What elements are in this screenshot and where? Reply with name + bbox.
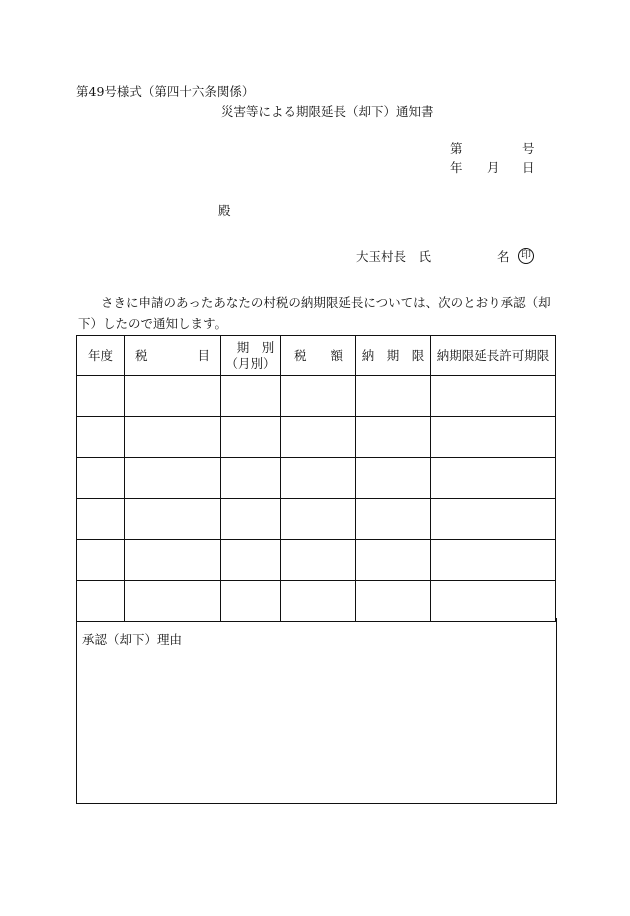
header-tax-item-a: 税 — [135, 347, 148, 363]
cell-deadline[interactable] — [356, 499, 431, 540]
document-number-prefix: 第 — [450, 141, 463, 156]
cell-amount[interactable] — [281, 417, 356, 458]
header-year: 年度 — [77, 336, 125, 376]
table-row — [77, 499, 556, 540]
cell-year[interactable] — [77, 417, 125, 458]
cell-extension-limit[interactable] — [431, 458, 556, 499]
table-header-row — [77, 336, 556, 376]
cell-extension-limit[interactable] — [431, 376, 556, 417]
cell-deadline[interactable] — [356, 581, 431, 622]
document-title: 災害等による期限延長（却下）通知書 — [221, 104, 434, 119]
cell-deadline[interactable] — [356, 417, 431, 458]
table-row — [77, 376, 556, 417]
cell-amount[interactable] — [281, 458, 356, 499]
cell-year[interactable] — [77, 540, 125, 581]
document-number-suffix: 号 — [522, 141, 535, 156]
cell-extension-limit[interactable] — [431, 581, 556, 622]
date-day: 日 — [522, 160, 535, 175]
cell-deadline[interactable] — [356, 458, 431, 499]
header-period-a: 期 別 — [236, 339, 275, 355]
header-period-b: （月別） — [225, 355, 276, 371]
header-amount — [281, 336, 356, 376]
header-extension-limit: 納期限延長許可期限 — [431, 336, 556, 376]
header-amount-a: 税 — [294, 347, 307, 363]
form-number-label: 第49号様式（第四十六条関係） — [76, 84, 255, 99]
table-row — [77, 540, 556, 581]
cell-period[interactable] — [221, 458, 281, 499]
cell-amount[interactable] — [281, 499, 356, 540]
table-row — [77, 581, 556, 622]
cell-deadline[interactable] — [356, 376, 431, 417]
header-tax-item-b: 目 — [197, 347, 210, 363]
cell-amount[interactable] — [281, 376, 356, 417]
cell-extension-limit[interactable] — [431, 417, 556, 458]
date-year: 年 — [450, 160, 463, 175]
header-amount-b: 額 — [330, 347, 343, 363]
table-row — [77, 417, 556, 458]
cell-deadline[interactable] — [356, 540, 431, 581]
cell-period[interactable] — [221, 581, 281, 622]
cell-amount[interactable] — [281, 540, 356, 581]
cell-tax-item[interactable] — [125, 581, 221, 622]
cell-year[interactable] — [77, 376, 125, 417]
header-tax-item — [125, 336, 221, 376]
date-month: 月 — [487, 160, 500, 175]
cell-year[interactable] — [77, 458, 125, 499]
cell-tax-item[interactable] — [125, 540, 221, 581]
cell-period[interactable] — [221, 417, 281, 458]
addressee-suffix: 殿 — [218, 203, 231, 218]
issuer-title: 大玉村長 氏 — [356, 249, 432, 264]
reason-box — [76, 618, 557, 804]
seal-icon: 印 — [518, 248, 534, 264]
cell-period[interactable] — [221, 376, 281, 417]
header-period — [221, 336, 281, 376]
cell-year[interactable] — [77, 499, 125, 540]
table-row — [77, 458, 556, 499]
cell-tax-item[interactable] — [125, 458, 221, 499]
table-body — [77, 376, 556, 622]
cell-tax-item[interactable] — [125, 499, 221, 540]
cell-tax-item[interactable] — [125, 376, 221, 417]
header-deadline: 納 期 限 — [356, 336, 431, 376]
tax-extension-table — [76, 335, 556, 622]
cell-year[interactable] — [77, 581, 125, 622]
cell-period[interactable] — [221, 499, 281, 540]
cell-tax-item[interactable] — [125, 417, 221, 458]
cell-extension-limit[interactable] — [431, 540, 556, 581]
reason-label: 承認（却下）理由 — [82, 632, 183, 647]
cell-amount[interactable] — [281, 581, 356, 622]
cell-extension-limit[interactable] — [431, 499, 556, 540]
issuer-name-label: 名 — [497, 249, 510, 264]
cell-period[interactable] — [221, 540, 281, 581]
notice-body-text: さきに申請のあったあなたの村税の納期限延長については、次のとおり承認（却下）したので通知します。 — [78, 295, 551, 331]
